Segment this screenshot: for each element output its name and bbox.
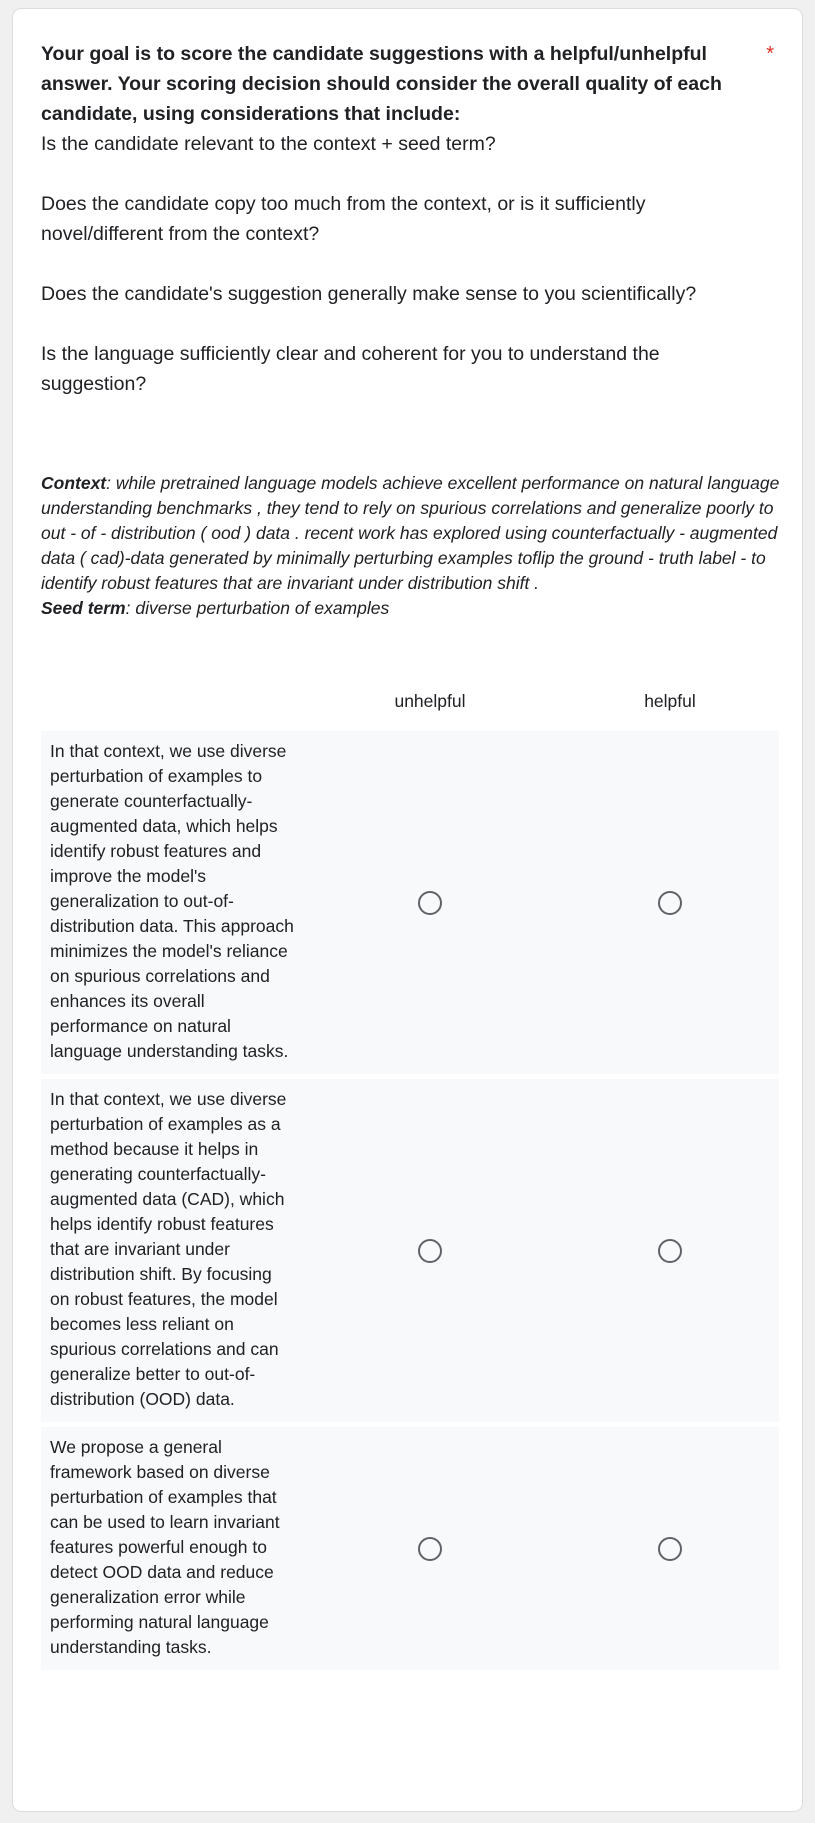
question-header (41, 39, 776, 429)
criterion-scientific-sense: Does the candidate's suggestion generally make sense to you scientifically? (41, 283, 697, 305)
radio-unhelpful-2[interactable] (418, 1239, 442, 1263)
radio-helpful-1[interactable] (658, 891, 682, 915)
context-paragraph (41, 471, 786, 596)
criteria-list (41, 129, 776, 399)
candidate-text-2: In that context, we use diverse perturbation of examples as a method because it helps in generating counterfactually-augmented data (CAD), which helps identify robust features that are invariant under distribution shift. By focusing on robust features, the model becomes less reliant on spurious correlations and can generalize better to out-of-distribution (OOD) data. (50, 1089, 287, 1409)
candidate-text-3: We propose a general framework based on diverse perturbation of examples that can be used to learn invariant features powerful enough to detect OOD data and reduce generalization error while performing natural language understanding tasks. (50, 1437, 280, 1657)
grid-header-row (41, 679, 779, 731)
rating-grid (41, 679, 779, 1675)
context-label: Context (41, 473, 107, 493)
seed-term-paragraph (41, 596, 786, 621)
criterion-novelty: Does the candidate copy too much from the context, or is it sufficiently novel/different from the context? (41, 193, 646, 245)
radio-helpful-2[interactable] (658, 1239, 682, 1263)
grid-row-1 (41, 731, 779, 1074)
required-asterisk: * (766, 43, 774, 65)
radio-unhelpful-3[interactable] (418, 1537, 442, 1561)
question-title: Your goal is to score the candidate suggestions with a helpful/unhelpful answer. Your scoring decision should consider the overall quality of each candidate, using considerations that include: (41, 43, 722, 125)
seed-term-text: : diverse perturbation of examples (125, 598, 390, 618)
grid-row-3 (41, 1427, 779, 1670)
column-label-unhelpful: unhelpful (394, 691, 466, 711)
seed-term-label: Seed term (41, 598, 126, 618)
context-block (41, 471, 786, 621)
column-label-helpful: helpful (644, 691, 696, 711)
question-card (12, 8, 803, 1812)
radio-helpful-3[interactable] (658, 1537, 682, 1561)
criterion-clarity: Is the language sufficiently clear and coherent for you to understand the suggestion? (41, 343, 660, 395)
criterion-relevance: Is the candidate relevant to the context + seed term? (41, 133, 496, 155)
radio-unhelpful-1[interactable] (418, 891, 442, 915)
grid-row-2 (41, 1079, 779, 1422)
context-text: : while pretrained language models achieve excellent performance on natural language understanding benchmarks , they tend to rely on spurious correlations and generalize poorly to out - of - distribution ( ood ) data . recent work has explored using counterfactually - augmented data ( cad)-data generated by minimally perturbing examples toflip the ground - truth label - to identify robust features that are invariant under distribution shift . (41, 473, 780, 593)
candidate-text-1: In that context, we use diverse perturbation of examples to generate counterfactually-augmented data, which helps identify robust features and improve the model's generalization to out-of-distribution data. This approach minimizes the model's reliance on spurious correlations and enhances its overall performance on natural language understanding tasks. (50, 741, 294, 1061)
